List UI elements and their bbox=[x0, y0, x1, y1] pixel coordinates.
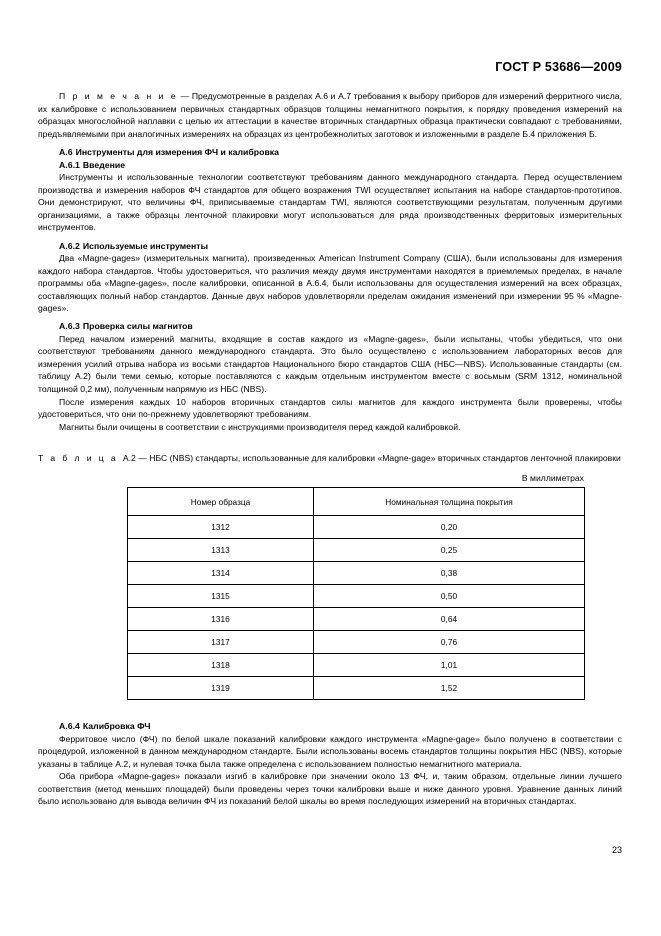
cell-sample-number: 1317 bbox=[128, 631, 314, 654]
note-dash: — bbox=[178, 91, 192, 101]
table-header-row bbox=[128, 488, 585, 516]
cell-sample-number: 1316 bbox=[128, 608, 314, 631]
heading-a6-1 bbox=[38, 159, 622, 172]
paragraph-a6-4-2: Оба прибора «Magne-gages» показали изгиб в калибровке при значении около 13 ФЧ, и, таким образом, отдельные линии лучшего соответствия (метод меньших площадей) были проведены через точки калибровки выше и ниже данного уровня. Уравнение данных линий было использовано для вывода величин ФЧ из показаний белой шкалы во время последующих измерений на вторичных стандартах. bbox=[38, 771, 622, 807]
table-caption-label: Т а б л и ц а bbox=[38, 453, 118, 464]
table-row bbox=[128, 562, 585, 585]
table-caption-dash: — bbox=[135, 453, 150, 464]
paragraph-a6-3-2: После измерения каждых 10 наборов вторичных стандартов силы магнитов для каждого инструмента были проверены, чтобы удостовериться, что они по-прежнему удовлетворяют требованиям. bbox=[38, 396, 622, 420]
note-label: П р и м е ч а н и е bbox=[59, 91, 178, 101]
paragraph-a6-2-1: Два «Magne-gages» (измерительных магнита), произведенных American Instrument Company (США), были использованы для измерения каждого набора стандартов. Чтобы удостовериться, что различия между двумя инструментами находятся в приемлемых пределах, в начале программы оба «Magne-gages», после калибровки, описанной в А.6.4, были использованы для осуществления измерений на всех образцах, составляющих полный набор стандартов. Данные двух наборов удовлетворяли пределам ожидания изменений при измерении 95 % «Magne-gages». bbox=[38, 253, 622, 314]
table-row bbox=[128, 539, 585, 562]
table-caption bbox=[38, 452, 622, 464]
table-row bbox=[128, 654, 585, 677]
cell-nominal-thickness: 0,76 bbox=[314, 631, 585, 654]
cell-nominal-thickness: 1,01 bbox=[314, 654, 585, 677]
heading-a6 bbox=[38, 146, 622, 159]
note-paragraph bbox=[38, 90, 622, 140]
cell-nominal-thickness: 0,64 bbox=[314, 608, 585, 631]
cell-nominal-thickness: 0,20 bbox=[314, 516, 585, 539]
heading-a6-3-title: Проверка силы магнитов bbox=[82, 321, 193, 332]
heading-a6-title: Инструменты для измерения ФЧ и калибровка bbox=[75, 147, 280, 158]
cell-sample-number: 1319 bbox=[128, 677, 314, 700]
cell-sample-number: 1314 bbox=[128, 562, 314, 585]
paragraph-a6-3-3: Магниты были очищены в соответствии с инструкциями производителя перед каждой калибровкой. bbox=[59, 421, 461, 432]
paragraph-a6-1-1: Инструменты и использованные технологии соответствуют требованиям данного международного стандарта. Перед осуществлением производства и измерения наборов ФЧ стандартов для общего возражения TWI осуществляет испытания на наборе стандартов-прототипов. Они демонстрируют, что величины ФЧ, приписываемые стандартам TWI, являются соответствующими результатам, полученным другими организациями, а также образцы ленточной плакировки могут использоваться для ряда производственных ферритовых измерительных инструментов. bbox=[38, 172, 622, 233]
cell-sample-number: 1318 bbox=[128, 654, 314, 677]
heading-a6-2-title: Используемые инструменты bbox=[82, 240, 209, 251]
heading-a6-number: А.6 bbox=[59, 147, 73, 158]
heading-a6-2-number: А.6.2 bbox=[59, 240, 80, 251]
paragraph-a6-4-1: Ферритовое число (ФЧ) по белой шкале показаний калибровки каждого инструмента «Magne-gage» было получено в соответствии с процедурой, изложенной в данном международном стандарте. Были использованы восемь стандартов толщины покрытия НБС (NBS), которые указаны в таблице А.2, и нулевая точка была также определена с использованием полностью немагнитного материала. bbox=[38, 733, 622, 769]
paragraph-a6-3-1: Перед началом измерений магниты, входящие в состав каждого из «Magne-gages», были испытаны, чтобы убедиться, что они соответствуют требованиям данного международного стандарта. Это было осуществлено с использованием лабораторных весов для измерения усилий отрыва набора из восьми стандартов Национального бюро стандартов США (НБС—NBS). Использованные стандарты (см. таблицу А.2) были теми семью, которые поставляются с каждым отдельным инструментом вместе с восьмым (SRM 1312, номинальной толщиной 0,2 мм), полученным напрямую из НБС (NBS). bbox=[38, 333, 622, 395]
table-body bbox=[128, 516, 585, 700]
page-header bbox=[38, 60, 622, 74]
heading-a6-4-number: А.6.4 bbox=[59, 721, 80, 732]
cell-sample-number: 1312 bbox=[128, 516, 314, 539]
table-row bbox=[128, 631, 585, 654]
page-content bbox=[38, 90, 622, 808]
cell-nominal-thickness: 0,25 bbox=[314, 539, 585, 562]
heading-a6-4 bbox=[38, 720, 622, 733]
column-header-nominal-thickness: Номинальная толщина покрытия bbox=[314, 488, 585, 516]
heading-a6-1-title: Введение bbox=[82, 159, 126, 170]
heading-a6-2 bbox=[38, 240, 622, 253]
table-row bbox=[128, 608, 585, 631]
table-row bbox=[128, 516, 585, 539]
standard-number: ГОСТ Р 53686—2009 bbox=[495, 60, 622, 74]
cell-nominal-thickness: 1,52 bbox=[314, 677, 585, 700]
page-number: 23 bbox=[611, 845, 622, 855]
heading-a6-3-number: А.6.3 bbox=[59, 321, 80, 332]
heading-a6-1-number: А.6.1 bbox=[59, 159, 80, 170]
cell-sample-number: 1313 bbox=[128, 539, 314, 562]
column-header-sample-number: Номер образца bbox=[128, 488, 314, 516]
cell-nominal-thickness: 0,50 bbox=[314, 585, 585, 608]
cell-nominal-thickness: 0,38 bbox=[314, 562, 585, 585]
table-units-note: В миллиметрах bbox=[521, 472, 584, 483]
table-caption-number: А.2 bbox=[122, 453, 136, 464]
table-caption-text: НБС (NBS) стандарты, использованные для калибровки «Magne-gage» вторичных стандартов ленточной плакировки bbox=[149, 453, 621, 464]
table-row bbox=[128, 585, 585, 608]
heading-a6-4-title: Калибровка ФЧ bbox=[82, 721, 151, 732]
note-text: Предусмотренные в разделах А.6 и А.7 требования к выбору приборов для измерений ферритного числа, их калибровке с использованием первичных стандартных образцов толщины немагнитного покрытия, к порядку проведения измерений на образцах многослойной наплавки с целью их аттестации в качестве вторичных стандартных образца практически совпадают с требованиями, предъявляемыми при аналогичных измерениях на образцах из центробежнолитых заготовок и изложенными в разделе Б.4 приложения Б. bbox=[38, 91, 622, 139]
nbs-standards-table bbox=[127, 487, 585, 700]
heading-a6-3 bbox=[38, 320, 622, 333]
table-row bbox=[128, 677, 585, 700]
cell-sample-number: 1315 bbox=[128, 585, 314, 608]
